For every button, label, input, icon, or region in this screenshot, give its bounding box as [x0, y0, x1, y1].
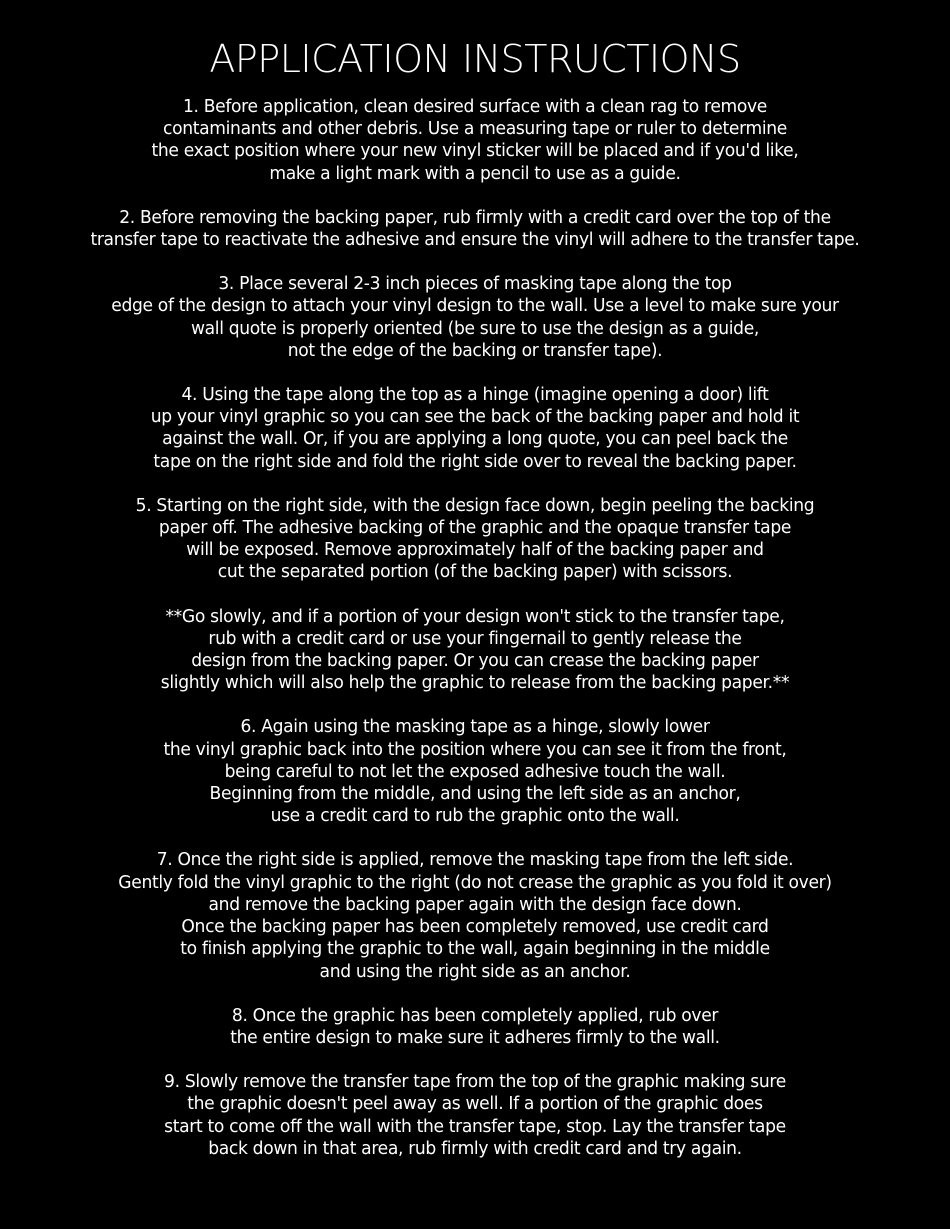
instruction-line: Beginning from the middle, and using the left side as an anchor,	[209, 784, 741, 805]
instruction-paragraph	[0, 1005, 950, 1049]
instruction-line: the exact position where your new vinyl sticker will be placed and if you'd like,	[151, 141, 799, 162]
instruction-line: 3. Place several 2-3 inch pieces of masking tape along the top	[218, 274, 732, 295]
page-title: APPLICATION INSTRUCTIONS	[209, 37, 741, 81]
instruction-line: use a credit card to rub the graphic onto the wall.	[270, 806, 680, 827]
instruction-line: the graphic doesn't peel away as well. If a portion of the graphic does	[187, 1094, 763, 1115]
instruction-line: Once the backing paper has been completely removed, use credit card	[181, 917, 769, 938]
instruction-line: 7. Once the right side is applied, remove the masking tape from the left side.	[156, 850, 794, 871]
instruction-line: 6. Again using the masking tape as a hinge, slowly lower	[240, 717, 710, 738]
instruction-line: make a light mark with a pencil to use as a guide.	[269, 163, 681, 184]
instruction-line: not the edge of the backing or transfer tape).	[287, 340, 663, 361]
instruction-line: the entire design to make sure it adheres firmly to the wall.	[230, 1027, 720, 1048]
instruction-line: design from the backing paper. Or you can crease the backing paper	[191, 651, 759, 672]
instruction-paragraph	[0, 96, 950, 185]
instruction-paragraph	[0, 207, 950, 251]
instruction-line: paper off. The adhesive backing of the graphic and the opaque transfer tape	[158, 518, 792, 539]
instruction-line: and using the right side as an anchor.	[319, 961, 631, 982]
instruction-line: being careful to not let the exposed adhesive touch the wall.	[224, 761, 726, 782]
instruction-line: cut the separated portion (of the backing paper) with scissors.	[217, 562, 733, 583]
instruction-paragraph	[0, 384, 950, 473]
instruction-paragraph	[0, 716, 950, 827]
instruction-line: against the wall. Or, if you are applying a long quote, you can peel back the	[162, 429, 788, 450]
instruction-line: edge of the design to attach your vinyl design to the wall. Use a level to make sure your	[111, 296, 839, 317]
instruction-line: Gently fold the vinyl graphic to the right (do not crease the graphic as you fold it over)	[118, 872, 832, 893]
instruction-line: 9. Slowly remove the transfer tape from the top of the graphic making sure	[164, 1072, 786, 1093]
instruction-line: 5. Starting on the right side, with the design face down, begin peeling the backing	[135, 495, 815, 516]
instruction-line: slightly which will also help the graphic to release from the backing paper.**	[160, 673, 790, 694]
instruction-line: 1. Before application, clean desired surface with a clean rag to remove	[182, 97, 768, 117]
instruction-line: wall quote is properly oriented (be sure to use the design as a guide,	[190, 318, 760, 339]
instruction-line: will be exposed. Remove approximately half of the backing paper and	[186, 540, 764, 561]
instruction-line: back down in that area, rub firmly with credit card and try again.	[208, 1138, 742, 1159]
instruction-line: contaminants and other debris. Use a measuring tape or ruler to determine	[163, 119, 787, 140]
instruction-line: 2. Before removing the backing paper, rub firmly with a credit card over the top of the	[119, 207, 831, 228]
instruction-line: up your vinyl graphic so you can see the back of the backing paper and hold it	[150, 407, 800, 428]
instruction-line: 4. Using the tape along the top as a hinge (imagine opening a door) lift	[181, 385, 769, 406]
instruction-line: the vinyl graphic back into the position where you can see it from the front,	[163, 739, 787, 760]
instruction-line: 8. Once the graphic has been completely applied, rub over	[231, 1005, 719, 1026]
instruction-line: and remove the backing paper again with the design face down.	[208, 894, 742, 915]
instruction-line: to finish applying the graphic to the wall, again beginning in the middle	[180, 939, 770, 960]
instruction-line: tape on the right side and fold the right side over to reveal the backing paper.	[153, 451, 797, 472]
instruction-line: rub with a credit card or use your fingernail to gently release the	[208, 628, 742, 649]
instruction-paragraph	[0, 495, 950, 584]
instruction-paragraph	[0, 1071, 950, 1160]
instruction-line: **Go slowly, and if a portion of your design won't stick to the transfer tape,	[165, 606, 785, 627]
instruction-line: transfer tape to reactivate the adhesive and ensure the vinyl will adhere to the transfer tape.	[90, 230, 860, 251]
instruction-paragraph	[0, 849, 950, 982]
instruction-paragraph	[0, 606, 950, 695]
instructions-body	[0, 96, 950, 1160]
instruction-paragraph	[0, 273, 950, 362]
instruction-line: start to come off the wall with the transfer tape, stop. Lay the transfer tape	[164, 1116, 786, 1137]
